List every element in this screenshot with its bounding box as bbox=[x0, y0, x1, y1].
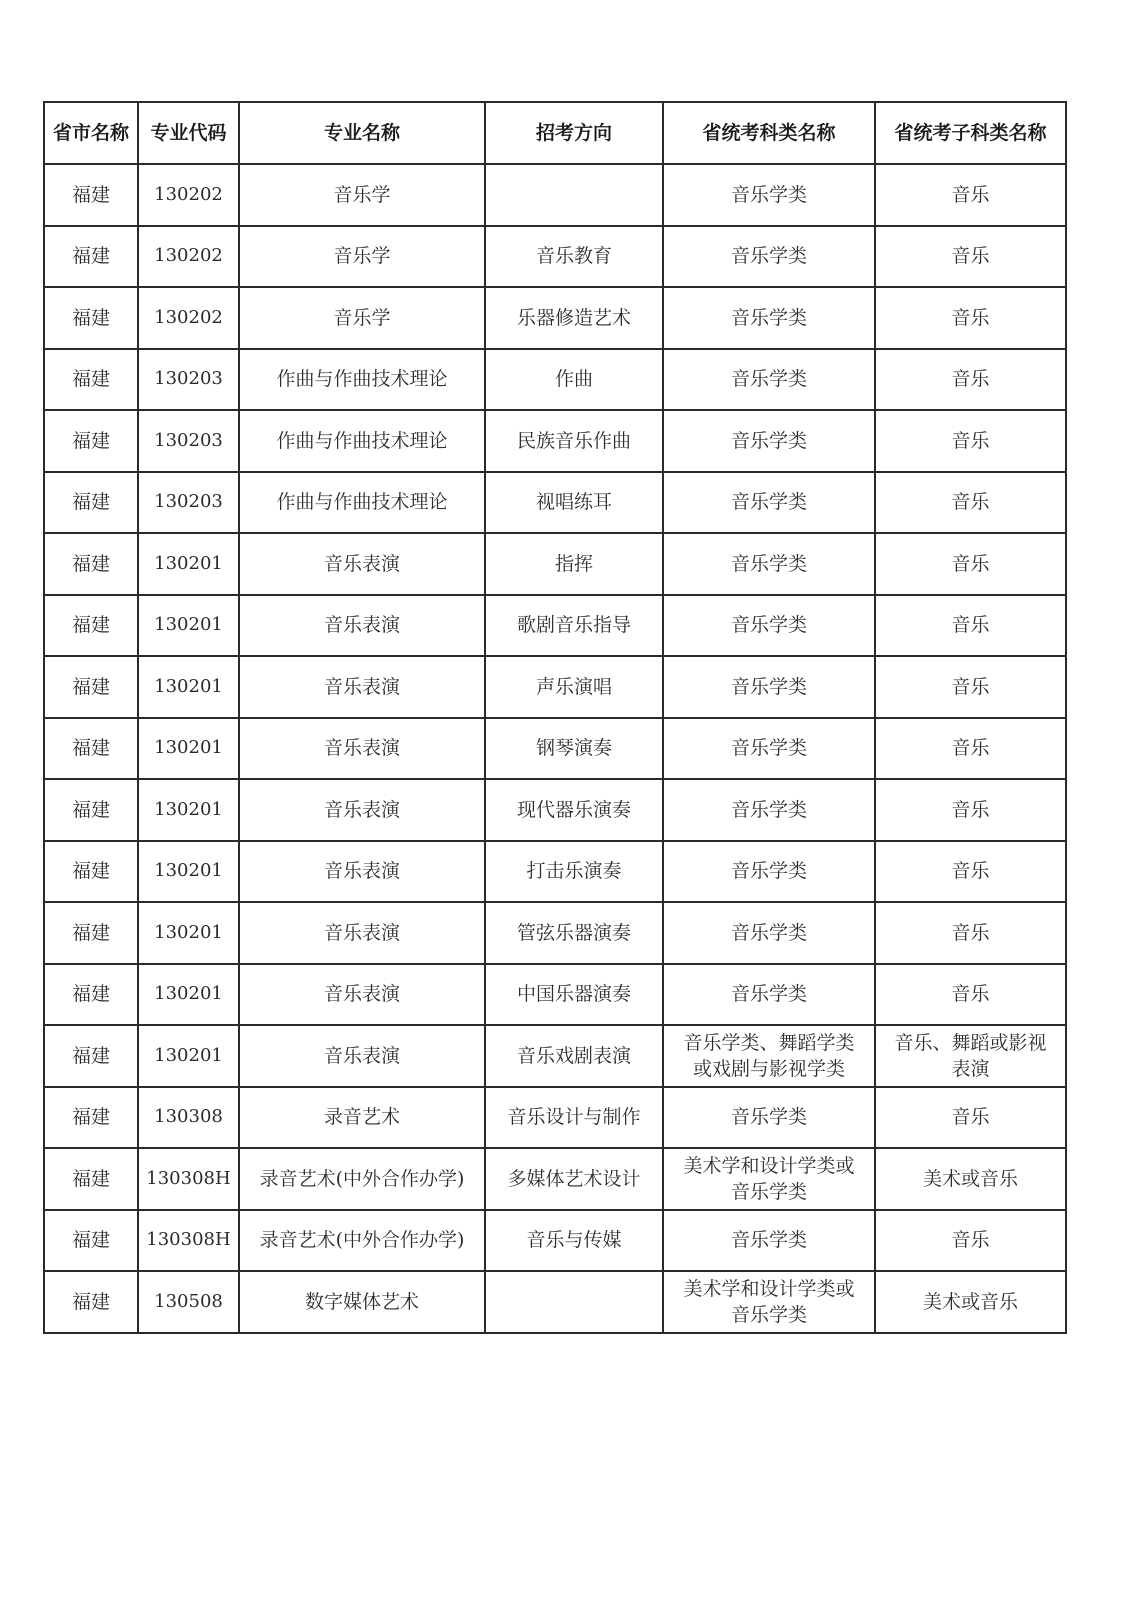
major-name-cell: 音乐表演 bbox=[239, 656, 485, 718]
direction-cell: 音乐教育 bbox=[485, 226, 663, 288]
exam-category-cell: 音乐学类 bbox=[663, 1210, 875, 1272]
province-cell: 福建 bbox=[44, 164, 138, 226]
exam-category-cell: 音乐学类 bbox=[663, 226, 875, 288]
province-cell: 福建 bbox=[44, 841, 138, 903]
table-row bbox=[44, 964, 1066, 1026]
table-row bbox=[44, 164, 1066, 226]
major-code-cell: 130202 bbox=[138, 226, 239, 288]
major-code-cell: 130201 bbox=[138, 779, 239, 841]
direction-cell: 作曲 bbox=[485, 349, 663, 411]
province-cell: 福建 bbox=[44, 779, 138, 841]
table-row bbox=[44, 533, 1066, 595]
major-code-cell: 130202 bbox=[138, 164, 239, 226]
exam-category-cell: 美术学和设计学类或 音乐学类 bbox=[663, 1271, 875, 1333]
major-code-cell: 130201 bbox=[138, 533, 239, 595]
major-code-cell: 130203 bbox=[138, 472, 239, 534]
major-code-cell: 130203 bbox=[138, 349, 239, 411]
direction-cell: 中国乐器演奏 bbox=[485, 964, 663, 1026]
exam-subcategory-cell: 音乐 bbox=[875, 718, 1066, 780]
direction-cell: 指挥 bbox=[485, 533, 663, 595]
province-cell: 福建 bbox=[44, 1210, 138, 1272]
admissions-table bbox=[43, 101, 1067, 1334]
direction-cell: 歌剧音乐指导 bbox=[485, 595, 663, 657]
province-cell: 福建 bbox=[44, 410, 138, 472]
province-cell: 福建 bbox=[44, 595, 138, 657]
table-row bbox=[44, 1271, 1066, 1333]
header-province: 省市名称 bbox=[44, 102, 138, 164]
major-name-cell: 音乐表演 bbox=[239, 533, 485, 595]
province-cell: 福建 bbox=[44, 533, 138, 595]
province-cell: 福建 bbox=[44, 1025, 138, 1087]
major-code-cell: 130201 bbox=[138, 656, 239, 718]
exam-subcategory-cell: 音乐 bbox=[875, 595, 1066, 657]
major-name-cell: 音乐学 bbox=[239, 164, 485, 226]
province-cell: 福建 bbox=[44, 656, 138, 718]
major-name-cell: 音乐表演 bbox=[239, 902, 485, 964]
exam-subcategory-cell: 音乐 bbox=[875, 902, 1066, 964]
exam-category-cell: 音乐学类 bbox=[663, 410, 875, 472]
direction-cell: 多媒体艺术设计 bbox=[485, 1148, 663, 1210]
major-code-cell: 130203 bbox=[138, 410, 239, 472]
direction-cell: 民族音乐作曲 bbox=[485, 410, 663, 472]
major-code-cell: 130201 bbox=[138, 1025, 239, 1087]
province-cell: 福建 bbox=[44, 1271, 138, 1333]
table-row bbox=[44, 226, 1066, 288]
province-cell: 福建 bbox=[44, 287, 138, 349]
major-name-cell: 音乐表演 bbox=[239, 964, 485, 1026]
major-code-cell: 130201 bbox=[138, 595, 239, 657]
direction-cell: 管弦乐器演奏 bbox=[485, 902, 663, 964]
province-cell: 福建 bbox=[44, 1148, 138, 1210]
direction-cell bbox=[485, 164, 663, 226]
header-row bbox=[44, 102, 1066, 164]
major-code-cell: 130201 bbox=[138, 718, 239, 780]
province-cell: 福建 bbox=[44, 964, 138, 1026]
table-row bbox=[44, 1148, 1066, 1210]
major-name-cell: 录音艺术(中外合作办学) bbox=[239, 1210, 485, 1272]
exam-category-cell: 音乐学类 bbox=[663, 841, 875, 903]
province-cell: 福建 bbox=[44, 1087, 138, 1149]
major-code-cell: 130201 bbox=[138, 841, 239, 903]
exam-subcategory-cell: 音乐、舞蹈或影视 表演 bbox=[875, 1025, 1066, 1087]
direction-cell: 视唱练耳 bbox=[485, 472, 663, 534]
direction-cell: 音乐设计与制作 bbox=[485, 1087, 663, 1149]
header-exam-subcategory: 省统考子科类名称 bbox=[875, 102, 1066, 164]
exam-category-cell: 音乐学类 bbox=[663, 595, 875, 657]
major-name-cell: 音乐学 bbox=[239, 226, 485, 288]
province-cell: 福建 bbox=[44, 226, 138, 288]
major-code-cell: 130202 bbox=[138, 287, 239, 349]
table-row bbox=[44, 287, 1066, 349]
exam-category-cell: 音乐学类 bbox=[663, 533, 875, 595]
exam-subcategory-cell: 音乐 bbox=[875, 779, 1066, 841]
major-name-cell: 数字媒体艺术 bbox=[239, 1271, 485, 1333]
major-name-cell: 录音艺术 bbox=[239, 1087, 485, 1149]
header-major-name: 专业名称 bbox=[239, 102, 485, 164]
exam-subcategory-cell: 音乐 bbox=[875, 1087, 1066, 1149]
table-row bbox=[44, 410, 1066, 472]
major-name-cell: 录音艺术(中外合作办学) bbox=[239, 1148, 485, 1210]
exam-category-cell: 美术学和设计学类或 音乐学类 bbox=[663, 1148, 875, 1210]
exam-category-cell: 音乐学类 bbox=[663, 656, 875, 718]
direction-cell: 声乐演唱 bbox=[485, 656, 663, 718]
exam-category-cell: 音乐学类、舞蹈学类 或戏剧与影视学类 bbox=[663, 1025, 875, 1087]
table-row bbox=[44, 841, 1066, 903]
exam-subcategory-cell: 音乐 bbox=[875, 533, 1066, 595]
major-name-cell: 音乐表演 bbox=[239, 841, 485, 903]
exam-category-cell: 音乐学类 bbox=[663, 1087, 875, 1149]
major-name-cell: 音乐表演 bbox=[239, 595, 485, 657]
exam-category-cell: 音乐学类 bbox=[663, 349, 875, 411]
exam-subcategory-cell: 音乐 bbox=[875, 410, 1066, 472]
exam-subcategory-cell: 美术或音乐 bbox=[875, 1148, 1066, 1210]
major-code-cell: 130308 bbox=[138, 1087, 239, 1149]
major-name-cell: 音乐表演 bbox=[239, 718, 485, 780]
exam-category-cell: 音乐学类 bbox=[663, 472, 875, 534]
major-code-cell: 130201 bbox=[138, 902, 239, 964]
province-cell: 福建 bbox=[44, 349, 138, 411]
table-body bbox=[44, 164, 1066, 1333]
table-row bbox=[44, 472, 1066, 534]
province-cell: 福建 bbox=[44, 472, 138, 534]
direction-cell bbox=[485, 1271, 663, 1333]
table-row bbox=[44, 779, 1066, 841]
exam-subcategory-cell: 美术或音乐 bbox=[875, 1271, 1066, 1333]
exam-subcategory-cell: 音乐 bbox=[875, 287, 1066, 349]
direction-cell: 音乐与传媒 bbox=[485, 1210, 663, 1272]
major-name-cell: 音乐表演 bbox=[239, 779, 485, 841]
header-direction: 招考方向 bbox=[485, 102, 663, 164]
direction-cell: 乐器修造艺术 bbox=[485, 287, 663, 349]
direction-cell: 打击乐演奏 bbox=[485, 841, 663, 903]
exam-subcategory-cell: 音乐 bbox=[875, 964, 1066, 1026]
major-name-cell: 作曲与作曲技术理论 bbox=[239, 349, 485, 411]
table-row bbox=[44, 1025, 1066, 1087]
direction-cell: 现代器乐演奏 bbox=[485, 779, 663, 841]
exam-subcategory-cell: 音乐 bbox=[875, 841, 1066, 903]
exam-subcategory-cell: 音乐 bbox=[875, 472, 1066, 534]
major-code-cell: 130201 bbox=[138, 964, 239, 1026]
exam-category-cell: 音乐学类 bbox=[663, 287, 875, 349]
major-name-cell: 音乐学 bbox=[239, 287, 485, 349]
exam-subcategory-cell: 音乐 bbox=[875, 1210, 1066, 1272]
major-code-cell: 130508 bbox=[138, 1271, 239, 1333]
header-exam-category: 省统考科类名称 bbox=[663, 102, 875, 164]
exam-category-cell: 音乐学类 bbox=[663, 902, 875, 964]
exam-category-cell: 音乐学类 bbox=[663, 779, 875, 841]
table-row bbox=[44, 595, 1066, 657]
major-name-cell: 作曲与作曲技术理论 bbox=[239, 410, 485, 472]
exam-subcategory-cell: 音乐 bbox=[875, 226, 1066, 288]
direction-cell: 钢琴演奏 bbox=[485, 718, 663, 780]
exam-category-cell: 音乐学类 bbox=[663, 164, 875, 226]
table-row bbox=[44, 656, 1066, 718]
major-name-cell: 音乐表演 bbox=[239, 1025, 485, 1087]
major-name-cell: 作曲与作曲技术理论 bbox=[239, 472, 485, 534]
province-cell: 福建 bbox=[44, 902, 138, 964]
table-row bbox=[44, 902, 1066, 964]
direction-cell: 音乐戏剧表演 bbox=[485, 1025, 663, 1087]
table-row bbox=[44, 1210, 1066, 1272]
major-code-cell: 130308H bbox=[138, 1148, 239, 1210]
exam-category-cell: 音乐学类 bbox=[663, 718, 875, 780]
table-row bbox=[44, 718, 1066, 780]
exam-category-cell: 音乐学类 bbox=[663, 964, 875, 1026]
header-major-code: 专业代码 bbox=[138, 102, 239, 164]
exam-subcategory-cell: 音乐 bbox=[875, 349, 1066, 411]
province-cell: 福建 bbox=[44, 718, 138, 780]
major-code-cell: 130308H bbox=[138, 1210, 239, 1272]
exam-subcategory-cell: 音乐 bbox=[875, 164, 1066, 226]
table-row bbox=[44, 349, 1066, 411]
exam-subcategory-cell: 音乐 bbox=[875, 656, 1066, 718]
table-row bbox=[44, 1087, 1066, 1149]
